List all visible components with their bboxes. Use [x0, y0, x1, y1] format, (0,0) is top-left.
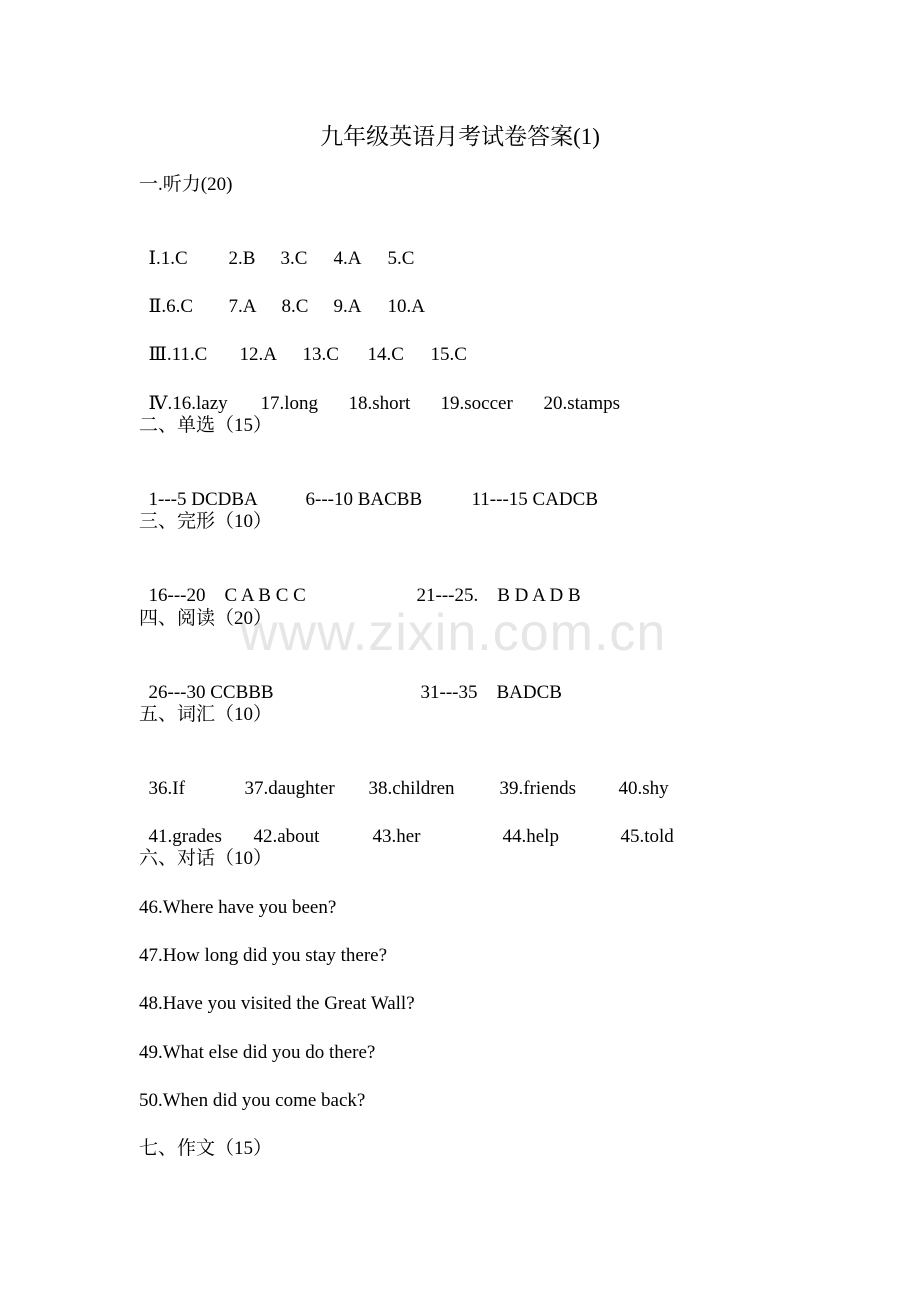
- answer-item: Ⅳ.16.lazy: [148, 393, 228, 414]
- answer-row-cloze: [139, 557, 581, 609]
- section-heading-reading: 四、阅读（20）: [139, 608, 273, 629]
- answer-item: 37.daughter: [244, 778, 335, 799]
- answer-item: 20.stamps: [543, 393, 621, 414]
- answer-item: 40.shy: [618, 778, 669, 799]
- answer-item: 1---5 DCDBA: [148, 489, 258, 510]
- section-heading-dialogue: 六、对话（10）: [139, 848, 273, 869]
- answer-row-vocabulary-1: [139, 750, 669, 802]
- answer-item: 11---15 CADCB: [471, 489, 598, 510]
- answer-item: 7.A: [228, 296, 257, 317]
- section-heading-cloze: 三、完形（10）: [139, 511, 273, 532]
- answer-item: 42.about: [253, 826, 320, 847]
- answer-item: 15.C: [430, 344, 467, 365]
- section-heading-vocabulary: 五、词汇（10）: [139, 704, 273, 725]
- answer-row-listening-2: [139, 268, 425, 320]
- answer-item: 6---10 BACBB: [305, 489, 423, 510]
- answer-item: 26---30 CCBBB: [148, 682, 274, 703]
- dialogue-answer: 47.How long did you stay there?: [139, 945, 388, 966]
- answer-item: 44.help: [502, 826, 559, 847]
- watermark: www.zixin.com.cn: [240, 604, 667, 662]
- answer-item: 12.A: [239, 344, 277, 365]
- answer-item: 45.told: [620, 826, 674, 847]
- answer-item: 43.her: [372, 826, 421, 847]
- answer-item: Ⅰ.1.C: [148, 248, 188, 269]
- dialogue-answer: 48.Have you visited the Great Wall?: [139, 993, 415, 1014]
- answer-item: 17.long: [260, 393, 319, 414]
- answer-row-listening-1: [139, 220, 414, 272]
- answer-item: 39.friends: [499, 778, 577, 799]
- answer-item: 16---20 C A B C C: [148, 585, 306, 606]
- answer-item: Ⅱ.6.C: [148, 296, 194, 317]
- answer-item: 4.A: [333, 248, 362, 269]
- answer-item: 3.C: [280, 248, 308, 269]
- answer-item: 41.grades: [148, 826, 222, 847]
- answer-item: 13.C: [302, 344, 339, 365]
- answer-item: Ⅲ.11.C: [148, 344, 208, 365]
- dialogue-answer: 46.Where have you been?: [139, 897, 337, 918]
- section-heading-listening: 一.听力(20): [139, 174, 233, 195]
- answer-row-single-choice: [139, 461, 598, 513]
- answer-item: 19.soccer: [440, 393, 513, 414]
- answer-item: 38.children: [368, 778, 455, 799]
- answer-row-reading: [139, 654, 562, 706]
- page-title: 九年级英语月考试卷答案(1): [320, 124, 600, 149]
- answer-item: 36.If: [148, 778, 185, 799]
- answer-item: 5.C: [387, 248, 415, 269]
- section-heading-writing: 七、作文（15）: [139, 1138, 273, 1159]
- dialogue-answer: 50.When did you come back?: [139, 1090, 366, 1111]
- dialogue-answer: 49.What else did you do there?: [139, 1042, 376, 1063]
- answer-item: 14.C: [367, 344, 404, 365]
- answer-item: 9.A: [333, 296, 362, 317]
- answer-item: 2.B: [228, 248, 256, 269]
- answer-item: 10.A: [387, 296, 425, 317]
- answer-row-vocabulary-2: [139, 798, 674, 850]
- answer-item: 21---25. B D A D B: [416, 585, 581, 606]
- answer-row-listening-3: [139, 316, 467, 368]
- answer-item: 8.C: [281, 296, 309, 317]
- answer-item: 18.short: [348, 393, 411, 414]
- section-heading-single-choice: 二、单选（15）: [139, 415, 273, 436]
- answer-item: 31---35 BADCB: [420, 682, 562, 703]
- answer-row-listening-4: [139, 365, 620, 417]
